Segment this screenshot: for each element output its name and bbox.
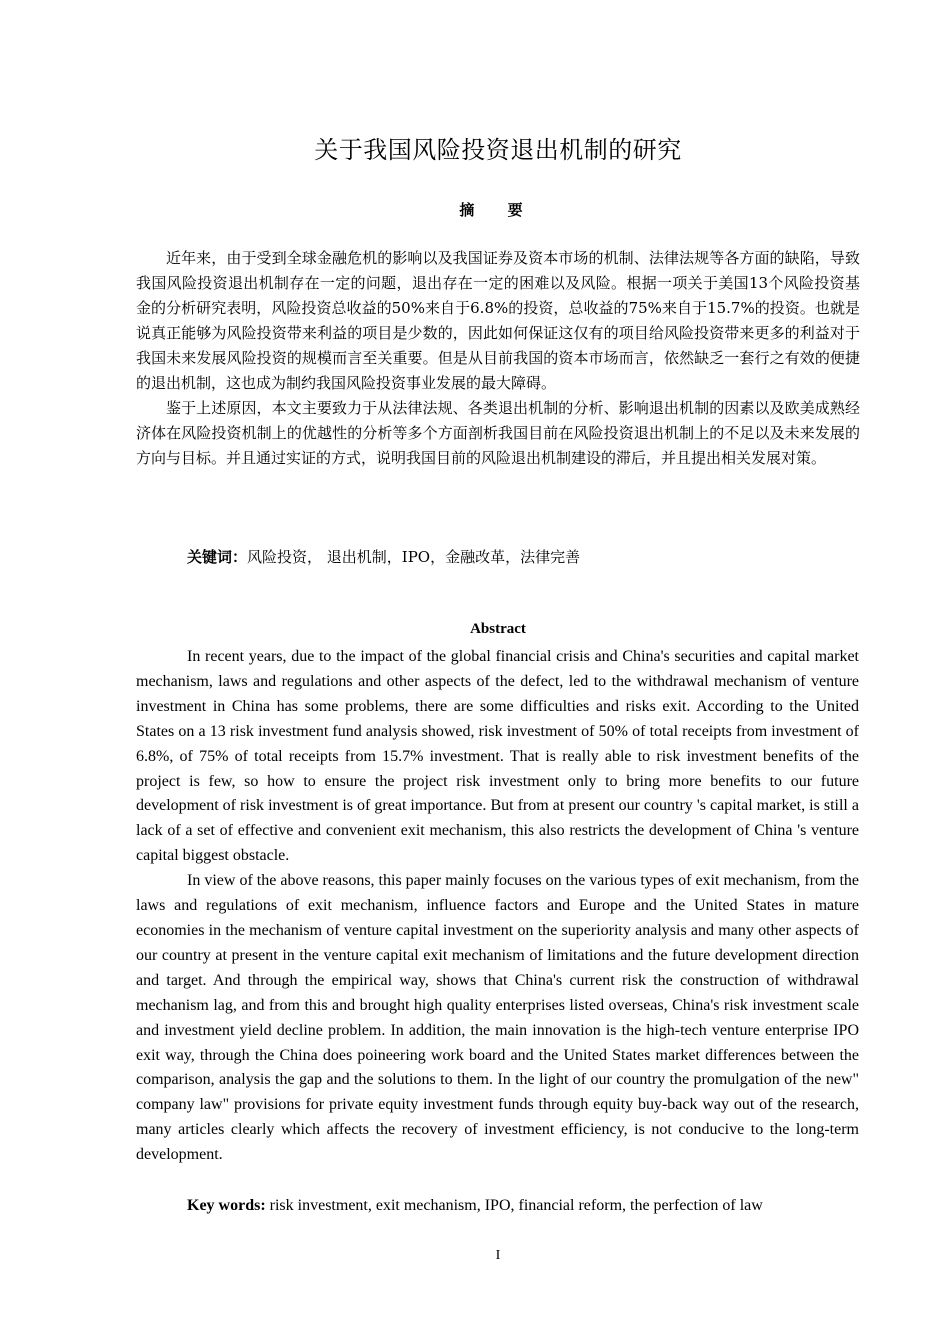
page-number: I xyxy=(495,1248,501,1263)
cn-abstract-paragraph-2: 鉴于上述原因，本文主要致力于从法律法规、各类退出机制的分析、影响退出机制的因素以及欧美成熟经济体在风险投资机制上的优越性的分析等多个方面剖析我国目前在风险投资退出机制上的不足以及未来发展的方向与目标。并且通过实证的方式，说明我国目前的风险退出机制建设的滞后，并且提出相关发展对策。 xyxy=(136,399,860,467)
en-keywords-text: risk investment, exit mechanism, IPO, financial reform, the perfection of law xyxy=(269,1197,763,1214)
en-keywords-label: Key words: xyxy=(187,1197,266,1214)
cn-abstract-heading: 摘 要 xyxy=(459,201,537,219)
en-abstract-heading: Abstract xyxy=(470,621,526,637)
en-abstract-body xyxy=(136,645,859,1168)
cn-abstract-body xyxy=(136,246,860,471)
cn-abstract-paragraph-1: 近年来，由于受到全球金融危机的影响以及我国证券及资本市场的机制、法律法规等各方面的缺陷，导致我国风险投资退出机制存在一定的问题，退出存在一定的困难以及风险。根据一项关于美国13个风险投资基金的分析研究表明，风险投资总收益的50%来自于6.8%的投资，总收益的75%来自于15.7%的投资。也就是说真正能够为风险投资带来利益的项目是少数的，因此如何保证这仅有的项目给风险投资带来更多的利益对于我国未来发展风险投资的规模而言至关重要。但是从目前我国的资本市场而言，依然缺乏一套行之有效的便捷的退出机制，这也成为制约我国风险投资事业发展的最大障碍。 xyxy=(136,249,860,392)
cn-keywords xyxy=(187,545,887,570)
cn-keywords-label: 关键词： xyxy=(187,548,248,566)
paper-title: 关于我国风险投资退出机制的研究 xyxy=(314,136,682,164)
en-keywords xyxy=(187,1193,887,1218)
en-abstract-paragraph-1: In recent years, due to the impact of the global financial crisis and China's securities and capital market mechanism, laws and regulations and other aspects of the defect, led to the withdrawal mechanism of venture investment in China has some problems, there are some difficulties and risks exit. According to the United States on a 13 risk investment fund analysis showed, risk investment of 50% of total receipts from investment of 6.8%, of 75% of total receipts from 15.7% investment. That is really able to risk investment benefits of the project is few, so how to ensure the project risk investment only to bring more benefits to our future development of risk investment is of great importance. But from at present our country 's capital market, is still a lack of a set of effective and convenient exit mechanism, this also restricts the development of China 's venture capital biggest obstacle. xyxy=(136,648,859,865)
cn-keywords-text: 风险投资， 退出机制，IPO，金融改革，法律完善 xyxy=(247,548,581,566)
en-abstract-paragraph-2: In view of the above reasons, this paper mainly focuses on the various types of exit mechanism, from the laws and regulations of exit mechanism, influence factors and Europe and the United States in mature economies in the mechanism of venture capital investment on the superiority analysis and many other aspects of our country at present in the venture capital exit mechanism of limitations and the future development direction and target. And through the empirical way, shows that China's current risk the construction of withdrawal mechanism lag, and from this and brought high quality enterprises listed overseas, China's risk investment scale and investment yield decline problem. In addition, the main innovation is the high-tech venture enterprise IPO exit way, through the China does poineering work board and the United States market differences between the comparison, analysis the gap and the solutions to them. In the light of our country the promulgation of the new" company law" provisions for private equity investment funds through equity buy-back way out of the research, many articles clearly which affects the recovery of investment efficiency, is not conducive to the long-term development. xyxy=(136,872,859,1164)
